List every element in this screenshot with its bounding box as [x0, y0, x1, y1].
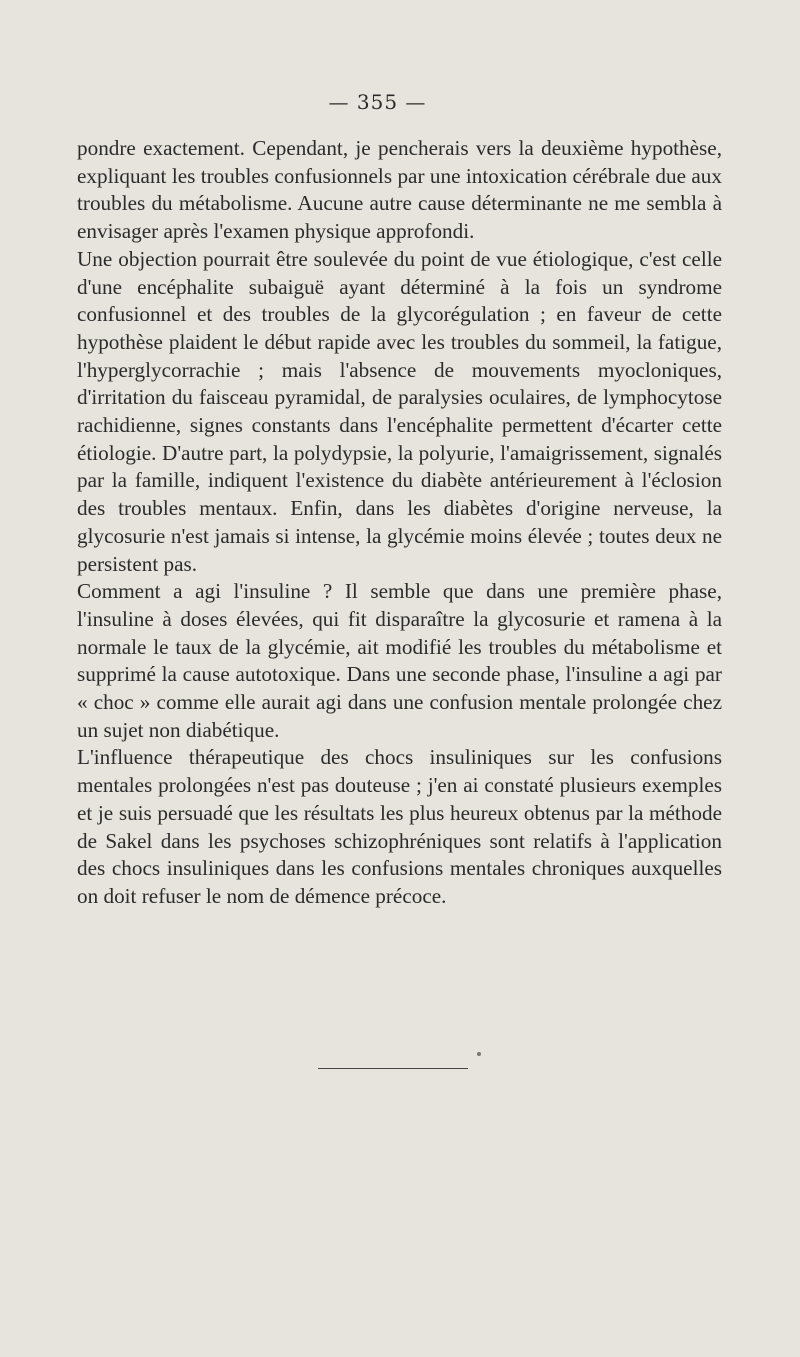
paragraph-4: L'influence thérapeutique des chocs insuliniques sur les confusions mentales prolongées n'est pas douteuse ; j'en ai constaté plusieurs exemples et je suis persuadé que les résultats les plus heureux obtenus par la méthode de Sakel dans les psychoses schizophréniques sont relatifs à l'application des chocs insuliniques dans les confusions mentales chroniques auxquelles on doit refuser le nom de démence précoce. — [77, 745, 722, 908]
end-mark-dot — [477, 1052, 481, 1056]
paragraph-1: pondre exactement. Cependant, je pencherais vers la deuxième hypothèse, expliquant les troubles confusionnels par une intoxication cérébrale due aux troubles du métabolisme. Aucune autre cause déterminante ne me sembla à envisager après l'examen physique approfondi. — [77, 136, 722, 244]
paragraph-3: Comment a agi l'insuline ? Il semble que dans une première phase, l'insuline à doses élevées, qui fit disparaître la glycosurie et ramena à la normale le taux de la glycémie, ait modifié les troubles du métabolisme et supprimé la cause autotoxique. Dans une seconde phase, l'insuline a agi par « choc » comme elle aurait agi dans une confusion mentale prolongée chez un sujet non diabétique. — [77, 579, 722, 742]
page-number: — 355 — — [328, 90, 427, 114]
end-rule — [318, 1068, 468, 1069]
body-text — [77, 135, 722, 911]
paragraph-2: Une objection pourrait être soulevée du point de vue étiologique, c'est celle d'une encéphalite subaiguë ayant déterminé à la fois un syndrome confusionnel et des troubles de la glycorégulation ; en faveur de cette hypothèse plaident le début rapide avec les troubles du sommeil, la fatigue, l'hyperglycorrachie ; mais l'absence de mouvements myocloniques, d'irritation du faisceau pyramidal, de paralysies oculaires, de lymphocytose rachidienne, signes constants dans l'encéphalite permettent d'écarter cette étiologie. D'autre part, la polydypsie, la polyurie, l'amaigrissement, signalés par la famille, indiquent l'existence du diabète antérieurement à l'éclosion des troubles mentaux. Enfin, dans les diabètes d'origine nerveuse, la glycosurie n'est jamais si intense, la glycémie moins élevée ; toutes deux ne persistent pas. — [77, 246, 722, 576]
